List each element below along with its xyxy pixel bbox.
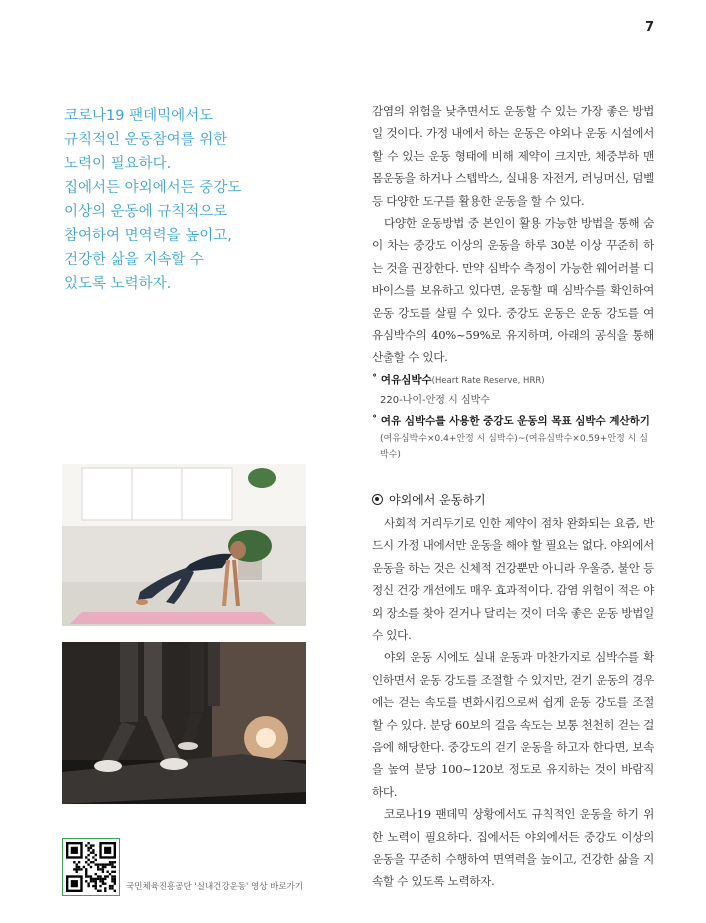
treadmill-photo <box>62 642 306 804</box>
body-paragraph: 다양한 운동방법 중 본인이 활용 가능한 방법을 통해 숨이 차는 중강도 이상의 운동을 하루 30분 이상 꾸준히 하는 것을 권장한다. 만약 심박수 측정이 가능한 웨어러블 디바이스를 보유하고 있다면, 운동할 때 심박수를 확인하여 운동 강도를 살필 수 있다. 중강도 운동은 운동 강도를 여유심박수의 40%~59%로 유지하며, 아래의 공식을 통해 산출할 수 있다. <box>372 216 654 365</box>
section-heading <box>372 491 654 508</box>
target-hr-formula: (여유심박수×0.4+안정 시 심박수)~(여유심박수×0.59+안정 시 심박수) <box>380 433 648 460</box>
hrr-formula: 220-나이-안정 시 심박수 <box>380 394 490 406</box>
hrr-note-subtitle: (Heart Rate Reserve, HRR) <box>431 375 545 386</box>
target-hr-note-title: 여유 심박수를 사용한 중강도 운동의 목표 심박수 계산하기 <box>380 414 650 427</box>
pull-quote-line: 있도록 노력하자. <box>64 276 172 292</box>
target-circle-icon <box>372 494 383 505</box>
pull-quote-line: 참여하여 면역력을 높이고, <box>64 228 232 244</box>
pull-quote-line: 규칙적인 운동참여를 위한 <box>64 132 228 148</box>
right-column <box>372 100 654 893</box>
hrr-note-title: 여유심박수 <box>380 373 432 386</box>
page-number: 7 <box>644 20 654 35</box>
pull-quote-line: 이상의 운동에 규칙적으로 <box>64 204 228 220</box>
section-heading-text: 야외에서 운동하기 <box>389 492 486 507</box>
pull-quote-line: 코로나19 팬데믹에서도 <box>64 108 214 124</box>
pull-quote <box>64 104 314 296</box>
body-paragraph: 야외 운동 시에도 실내 운동과 마찬가지로 심박수를 확인하면서 운동 강도를 조절할 수 있지만, 걷기 운동의 경우에는 걷는 속도를 변화시킴으로써 쉽게 운동 강도를 조절할 수 있다. 분당 60보의 걸음 속도는 보통 천천히 걷는 걸음에 해당한다. 중강도의 걷기 운동을 하고자 한다면, 보속을 높여 분당 100~120보 정도로 유지하는 것이 바람직하다. <box>372 650 654 799</box>
qr-code[interactable] <box>62 838 120 896</box>
pull-quote-line: 건강한 삶을 지속할 수 <box>64 252 204 268</box>
pull-quote-line: 노력이 필요하다. <box>64 156 172 172</box>
hrr-note: ˚ 여유심박수(Heart Rate Reserve, HRR) 220-나이-안정 시 심박수 ˚ 여유 심박수를 사용한 중강도 운동의 목표 심박수 계산하기 (여유심박수×0.4+안정 시 심박수)~(여유심박수×0.59+안정 시 심박수) <box>372 371 654 463</box>
body-paragraph: 감염의 위험을 낮추면서도 운동할 수 있는 가장 좋은 방법일 것이다. 가정 내에서 하는 운동은 야외나 운동 시설에서 할 수 있는 운동 형태에 비해 제약이 크지만, 체중부하 맨몸운동을 하거나 스텝박스, 실내용 자전거, 러닝머신, 덤벨 등 다양한 도구를 활용한 운동을 할 수 있다. <box>372 104 654 208</box>
pull-quote-line: 집에서든 야외에서든 중강도 <box>64 180 242 196</box>
body-paragraph: 코로나19 팬데믹 상황에서도 규칙적인 운동을 하기 위한 노력이 필요하다. 집에서든 야외에서든 중강도 이상의 운동을 꾸준히 수행하여 면역력을 높이고, 건강한 삶을 지속할 수 있도록 노력하자. <box>372 807 654 889</box>
body-paragraph: 사회적 거리두기로 인한 제약이 점차 완화되는 요즘, 반드시 가정 내에서만 운동을 해야 할 필요는 없다. 야외에서 운동을 하는 것은 신체적 건강뿐만 아니라 우울증, 불안 등 정신 건강 개선에도 매우 효과적이다. 감염 위험이 적은 야외 장소를 찾아 걷거나 달리는 것이 더욱 좋은 운동 방법일 수 있다. <box>372 515 654 642</box>
qr-caption: 국민체육진흥공단 '실내건강운동' 영상 바로가기 <box>126 882 304 892</box>
home-exercise-photo <box>62 464 306 626</box>
